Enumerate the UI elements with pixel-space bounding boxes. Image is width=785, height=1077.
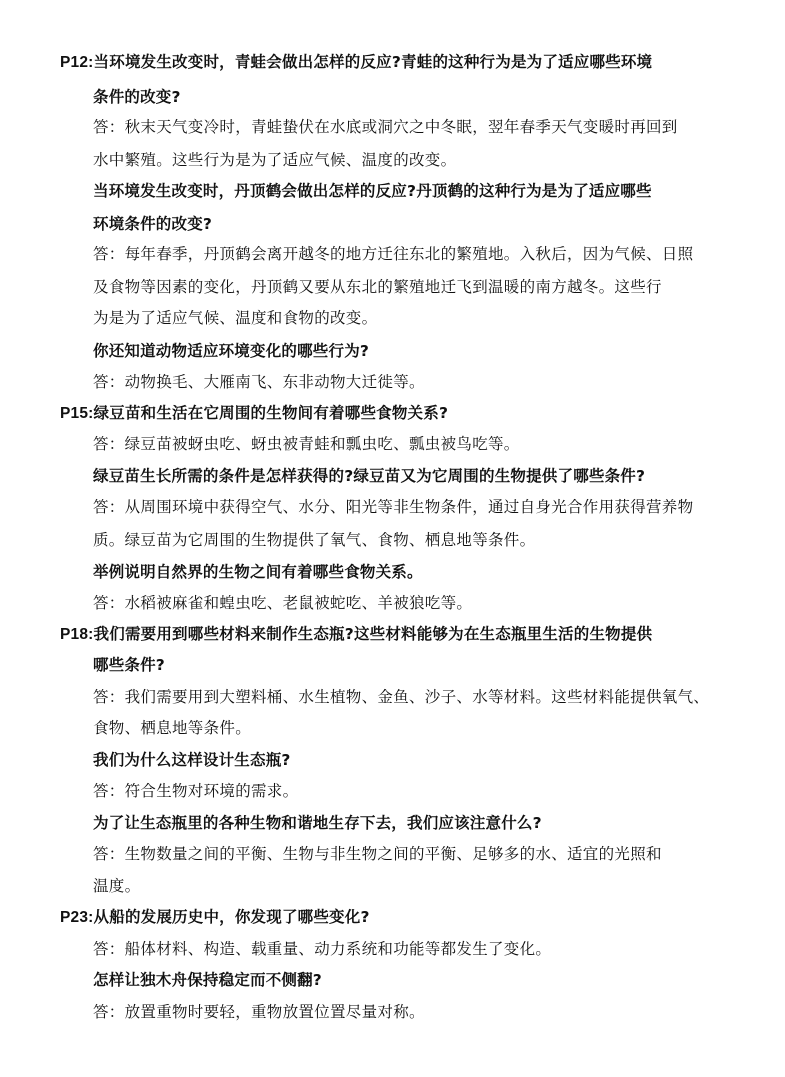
question-text: 环境条件的改变? [93, 215, 213, 233]
answer-text: 食物、栖息地等条件。 [93, 719, 252, 737]
question-text: 我们为什么这样设计生态瓶? [93, 751, 291, 769]
answer-text: 答：每年春季，丹顶鹤会离开越冬的地方迁往东北的繁殖地。入秋后，因为气候、日照 [93, 245, 694, 263]
question-text: 绿豆苗生长所需的条件是怎样获得的?绿豆苗又为它周围的生物提供了哪些条件? [93, 467, 646, 485]
answer-text: 温度。 [93, 877, 141, 895]
question-text: 你还知道动物适应环境变化的哪些行为? [93, 342, 370, 360]
answer-text: 答：符合生物对环境的需求。 [93, 782, 299, 800]
question-text: 为了让生态瓶里的各种生物和谐地生存下去，我们应该注意什么? [93, 814, 542, 832]
section-tag: P23: [60, 909, 94, 926]
section-tag: P15: [60, 405, 94, 422]
section-tag: P18: [60, 626, 94, 643]
question-text: 条件的改变? [93, 88, 181, 106]
section-tag: P12: [60, 54, 94, 71]
question-text: 当环境发生改变时，青蛙会做出怎样的反应?青蛙的这种行为是为了适应哪些环境 [93, 53, 653, 71]
question-text: 举例说明自然界的生物之间有着哪些食物关系。 [93, 563, 423, 581]
question-text: 怎样让独木舟保持稳定而不侧翻? [93, 971, 322, 989]
question-text: 从船的发展历史中，你发现了哪些变化? [93, 908, 370, 926]
answer-text: 答：我们需要用到大塑料桶、水生植物、金鱼、沙子、水等材料。这些材料能提供氧气、 [93, 688, 710, 706]
answer-text: 质。绿豆苗为它周围的生物提供了氧气、食物、栖息地等条件。 [93, 531, 536, 549]
question-text: 当环境发生改变时，丹顶鹤会做出怎样的反应?丹顶鹤的这种行为是为了适应哪些 [93, 182, 652, 200]
answer-text: 答：秋末天气变冷时，青蛙蛰伏在水底或洞穴之中冬眠，翌年春季天气变暖时再回到 [93, 118, 678, 136]
question-text: 哪些条件? [93, 656, 165, 674]
section-line [60, 402, 448, 425]
answer-text: 答：从周围环境中获得空气、水分、阳光等非生物条件，通过自身光合作用获得营养物 [93, 498, 694, 516]
section-line [60, 906, 370, 929]
answer-text: 及食物等因素的变化，丹顶鹤又要从东北的繁殖地迁飞到温暖的南方越冬。这些行 [93, 278, 662, 296]
answer-text: 答：生物数量之间的平衡、生物与非生物之间的平衡、足够多的水、适宜的光照和 [93, 845, 662, 863]
question-text: 我们需要用到哪些材料来制作生态瓶?这些材料能够为在生态瓶里生活的生物提供 [93, 625, 653, 643]
answer-text: 水中繁殖。这些行为是为了适应气候、温度的改变。 [93, 151, 457, 169]
answer-text: 为是为了适应气候、温度和食物的改变。 [93, 309, 378, 327]
section-line [60, 51, 652, 74]
answer-text: 答：放置重物时要轻，重物放置位置尽量对称。 [93, 1003, 425, 1021]
answer-text: 答：动物换毛、大雁南飞、东非动物大迁徙等。 [93, 373, 425, 391]
answer-text: 答：绿豆苗被蚜虫吃、蚜虫被青蛙和瓢虫吃、瓢虫被鸟吃等。 [93, 435, 520, 453]
question-text: 绿豆苗和生活在它周围的生物间有着哪些食物关系? [93, 404, 449, 422]
section-line [60, 623, 652, 646]
answer-text: 答：船体材料、构造、载重量、动力系统和功能等都发生了变化。 [93, 940, 552, 958]
answer-text: 答：水稻被麻雀和蝗虫吃、老鼠被蛇吃、羊被狼吃等。 [93, 594, 473, 612]
